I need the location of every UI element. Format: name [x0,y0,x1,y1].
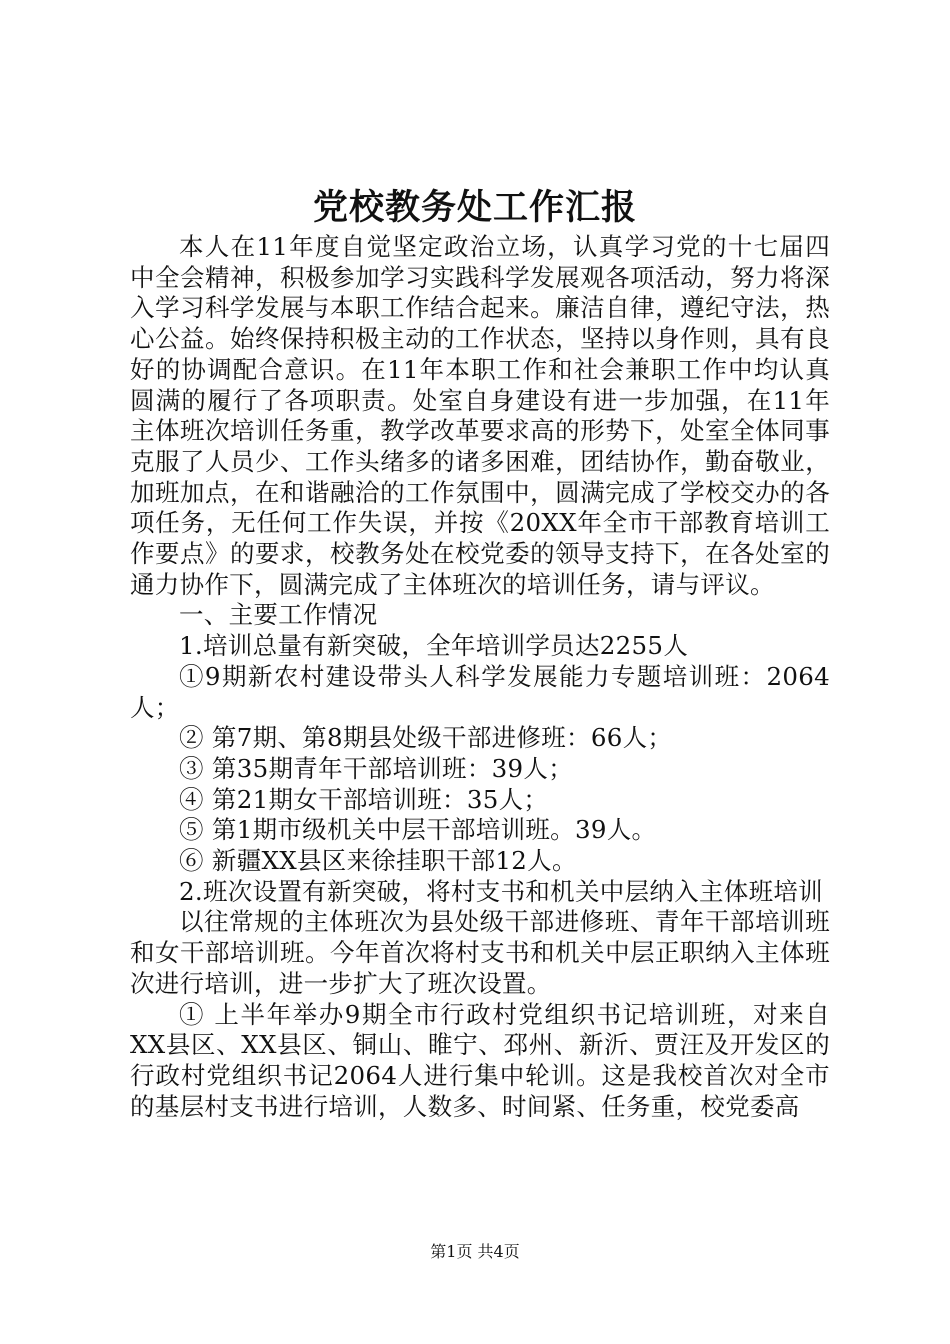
subheading-class-setup: 2.班次设置有新突破，将村支书和机关中层纳入主体班培训 [179,876,823,906]
document-body [130,232,830,1122]
subheading-training-total: 1.培训总量有新突破，全年培训学员达2255人 [179,631,689,661]
list-item-5: ⑤ 第1期市级机关中层干部培训班。39人。 [179,815,657,845]
page-footer: 第1页 共4页 [430,1242,520,1261]
list-item-1: ①9期新农村建设带头人科学发展能力专题培训班：2064人； [130,661,830,722]
paragraph-intro: 本人在11年度自觉坚定政治立场，认真学习党的十七届四中全会精神，积极参加学习实践科学发展观各项活动，努力将深入学习科学发展与本职工作结合起来。廉洁自律，遵纪守法，热心公益。始终保持积极主动的工作状态，坚持以身作则，具有良好的协调配合意识。在11年本职工作和社会兼职工作中均认真圆满的履行了各项职责。处室自身建设有进一步加强，在11年主体班次培训任务重，教学改革要求高的形势下，处室全体同事克服了人员少、工作头绪多的诸多困难，团结协作，勤奋敬业，加班加点，在和谐融洽的工作氛围中，圆满完成了学校交办的各项任务，无任何工作失误，并按《20XX年全市干部教育培训工作要点》的要求，校教务处在校党委的领导支持下，在各处室的通力协作下，圆满完成了主体班次的培训任务，请与评议。 [130,232,830,599]
list-item-2: ② 第7期、第8期县处级干部进修班：66人； [179,723,673,753]
list-item-4: ④ 第21期女干部培训班：35人； [179,784,549,814]
list-item-3: ③ 第35期青年干部培训班：39人； [179,753,574,783]
paragraph-village-secretary-training: ① 上半年举办9期全市行政村党组织书记培训班，对来自XX县区、XX县区、铜山、睢宁、邳州、新沂、贾汪及开发区的行政村党组织书记2064人进行集中轮训。这是我校首次对全市的基层村支书进行培训，人数多、时间紧、任务重，校党委高 [130,999,830,1121]
section-heading-main-work: 一、主要工作情况 [179,600,378,630]
list-item-6: ⑥ 新疆XX县区来徐挂职干部12人。 [179,846,577,876]
document-title: 党校教务处工作汇报 [312,187,637,228]
paragraph-class-setup: 以往常规的主体班次为县处级干部进修班、青年干部培训班和女干部培训班。今年首次将村支书和机关中层正职纳入主体班次进行培训，进一步扩大了班次设置。 [130,907,830,998]
